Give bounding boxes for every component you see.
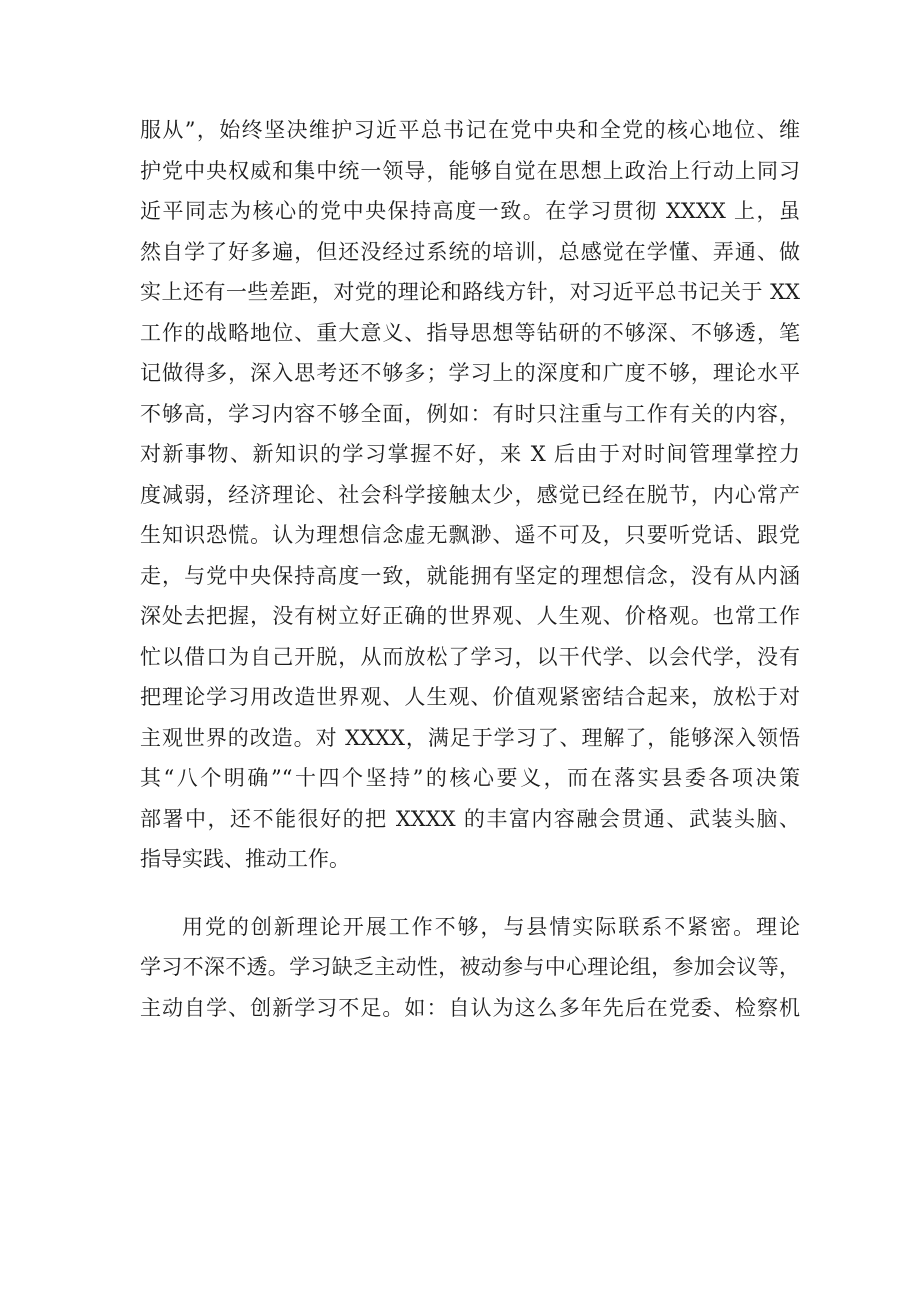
text-line: 其“八个明确”“十四个坚持”的核心要义，而在落实县委各项决策 xyxy=(140,766,800,790)
text-line: 深处去把握，没有树立好正确的世界观、人生观、价格观。也常工作 xyxy=(140,604,800,628)
paragraph-1 xyxy=(140,110,800,880)
text-line: 主观世界的改造。对 XXXX，满足于学习了、理解了，能够深入领悟 xyxy=(140,725,800,750)
text-line: 对新事物、新知识的学习掌握不好，来 X 后由于对时间管理掌控力 xyxy=(140,442,800,466)
text-line: 护党中央权威和集中统一领导，能够自觉在思想上政治上行动上同习 xyxy=(140,158,800,183)
text-line: 部署中，还不能很好的把 XXXX 的丰富内容融会贯通、武装头脑、 xyxy=(140,806,800,831)
text-line: 实上还有一些差距，对党的理论和路线方针，对习近平总书记关于 XX xyxy=(140,280,800,304)
text-line: 然自学了好多遍，但还没经过系统的培训，总感觉在学懂、弄通、做 xyxy=(140,239,800,264)
text-line: 学习不深不透。学习缺乏主动性，被动参与中心理论组，参加会议等， xyxy=(140,955,800,979)
text-line: 工作的战略地位、重大意义、指导思想等钻研的不够深、不够透，笔 xyxy=(140,320,800,345)
text-line: 服从”，始终坚决维护习近平总书记在党中央和全党的核心地位、维 xyxy=(140,118,800,142)
text-line: 近平同志为核心的党中央保持高度一致。在学习贯彻 XXXX 上，虽 xyxy=(140,199,800,223)
text-line: 指导实践、推动工作。 xyxy=(140,847,350,871)
text-line: 主动自学、创新学习不足。如：自认为这么多年先后在党委、检察机 xyxy=(140,995,800,1020)
paragraph-2 xyxy=(140,907,800,1029)
text-line: 忙以借口为自己开脱，从而放松了学习，以干代学、以会代学，没有 xyxy=(140,644,800,669)
text-line: 不够高，学习内容不够全面，例如：有时只注重与工作有关的内容， xyxy=(140,401,800,426)
text-line: 走，与党中央保持高度一致，就能拥有坚定的理想信念，没有从内涵 xyxy=(140,563,800,588)
text-line: 用党的创新理论开展工作不够，与县情实际联系不紧密。理论 xyxy=(182,914,800,939)
paragraph-spacer xyxy=(140,880,800,907)
text-line: 把理论学习用改造世界观、人生观、价值观紧密结合起来，放松于对 xyxy=(140,685,800,709)
text-line: 记做得多，深入思考还不够多；学习上的深度和广度不够，理论水平 xyxy=(140,361,800,385)
text-line: 生知识恐慌。认为理想信念虚无飘渺、遥不可及，只要听党话、跟党 xyxy=(140,523,800,547)
body-text xyxy=(140,110,800,1028)
text-line: 度减弱，经济理论、社会科学接触太少，感觉已经在脱节，内心常产 xyxy=(140,482,800,507)
